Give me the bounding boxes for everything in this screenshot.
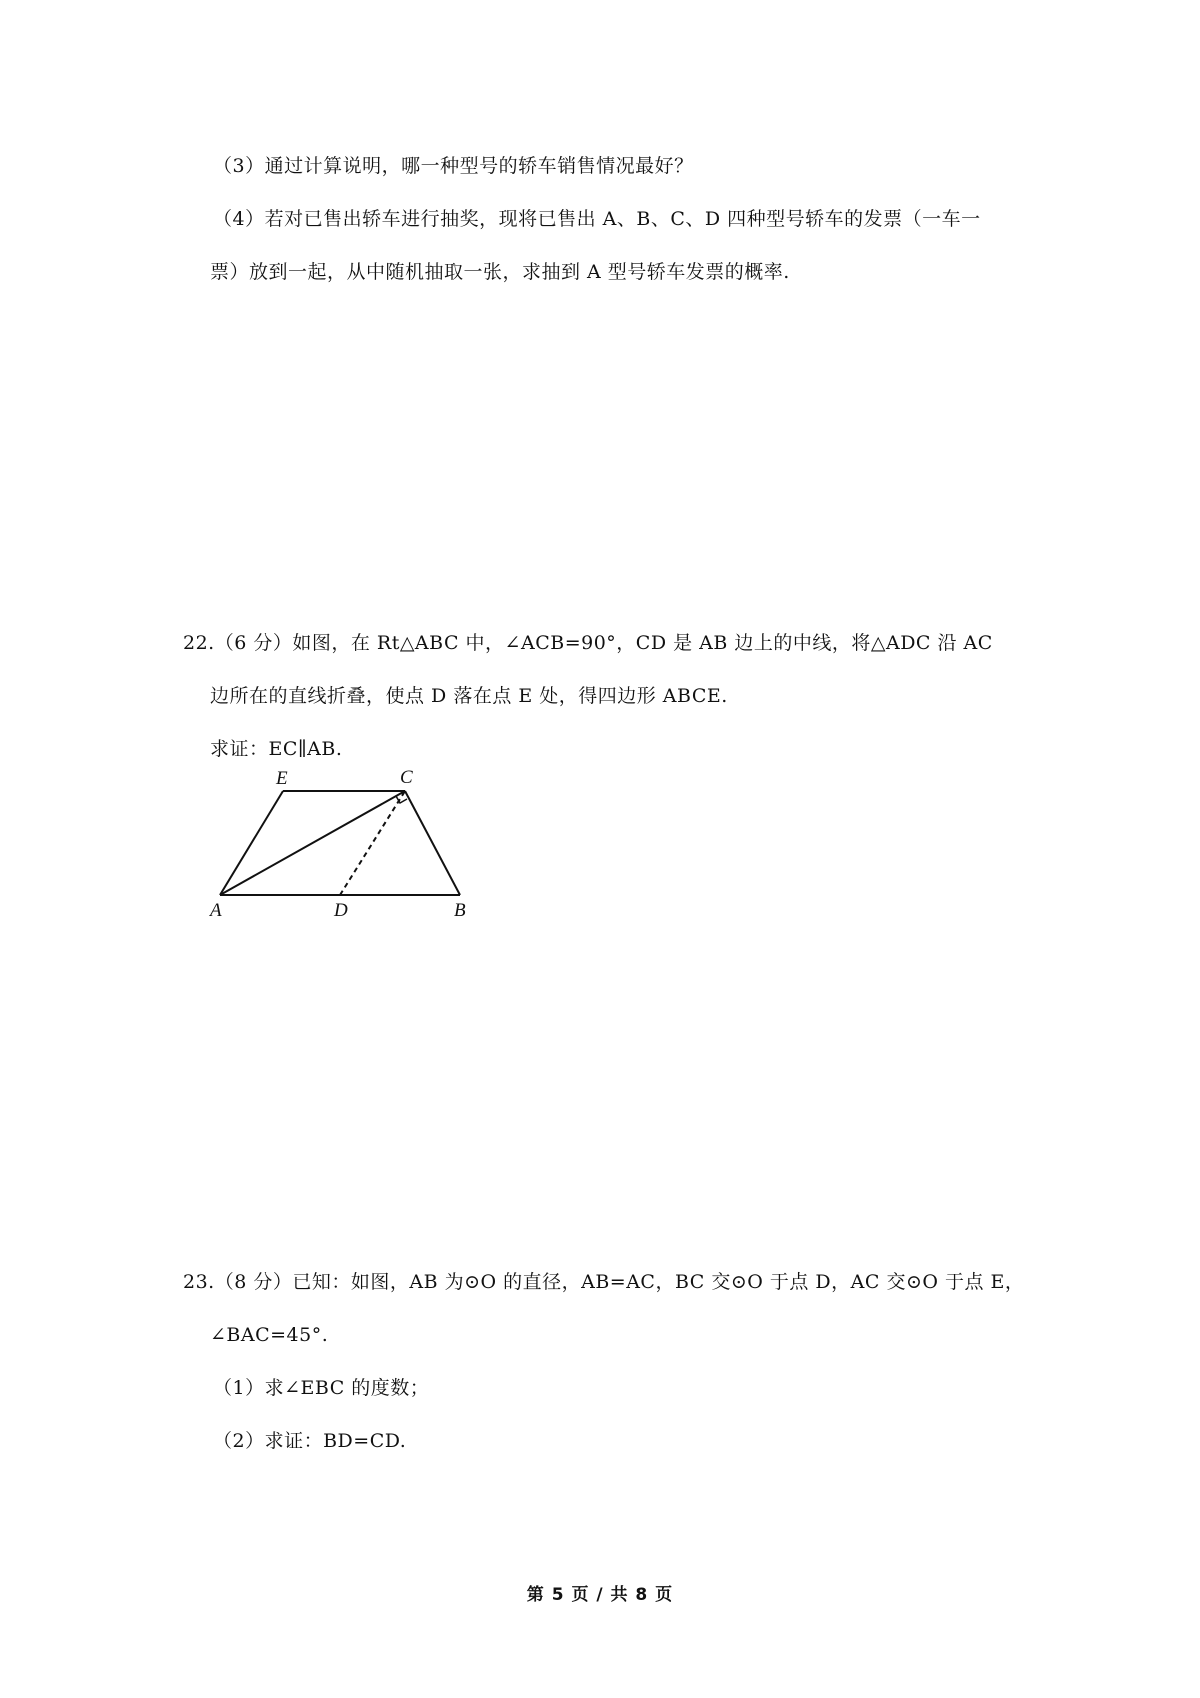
q23-part1: （1）求∠EBC 的度数；: [213, 1377, 430, 1399]
segment-ae: [220, 791, 283, 895]
segment-cb: [405, 791, 460, 895]
q22-stem-line2: 边所在的直线折叠，使点 D 落在点 E 处，得四边形 ABCE.: [210, 685, 728, 707]
label-d: D: [334, 900, 348, 921]
q22-prove-statement: 求证：EC∥AB.: [210, 738, 343, 760]
q21-part4-line2: 票）放到一起，从中随机抽取一张，求抽到 A 型号轿车发票的概率.: [210, 261, 790, 283]
q21-part4-line1: （4）若对已售出轿车进行抽奖，现将已售出 A、B、C、D 四种型号轿车的发票（一车一: [213, 208, 981, 230]
q23-stem-line1: 23.（8 分）已知：如图，AB 为⊙O 的直径，AB=AC，BC 交⊙O 于点 D，AC 交⊙O 于点 E，: [183, 1271, 1025, 1293]
q22-figure: [208, 770, 478, 925]
page-footer: 第 5 页 / 共 8 页: [526, 1585, 674, 1605]
q21-part3: （3）通过计算说明，哪一种型号的轿车销售情况最好？: [213, 155, 694, 177]
segment-ac: [220, 791, 405, 895]
q22-stem-line1: 22.（6 分）如图，在 Rt△ABC 中，∠ACB=90°，CD 是 AB 边上的中线，将△ADC 沿 AC: [183, 632, 993, 654]
q23-stem-line2: ∠BAC=45°.: [210, 1324, 329, 1346]
label-b: B: [454, 900, 466, 921]
segment-cd-dashed: [340, 791, 405, 895]
q23-part2: （2）求证：BD=CD.: [213, 1430, 407, 1452]
label-a: A: [210, 900, 222, 921]
label-e: E: [276, 770, 288, 789]
label-c: C: [400, 770, 413, 788]
